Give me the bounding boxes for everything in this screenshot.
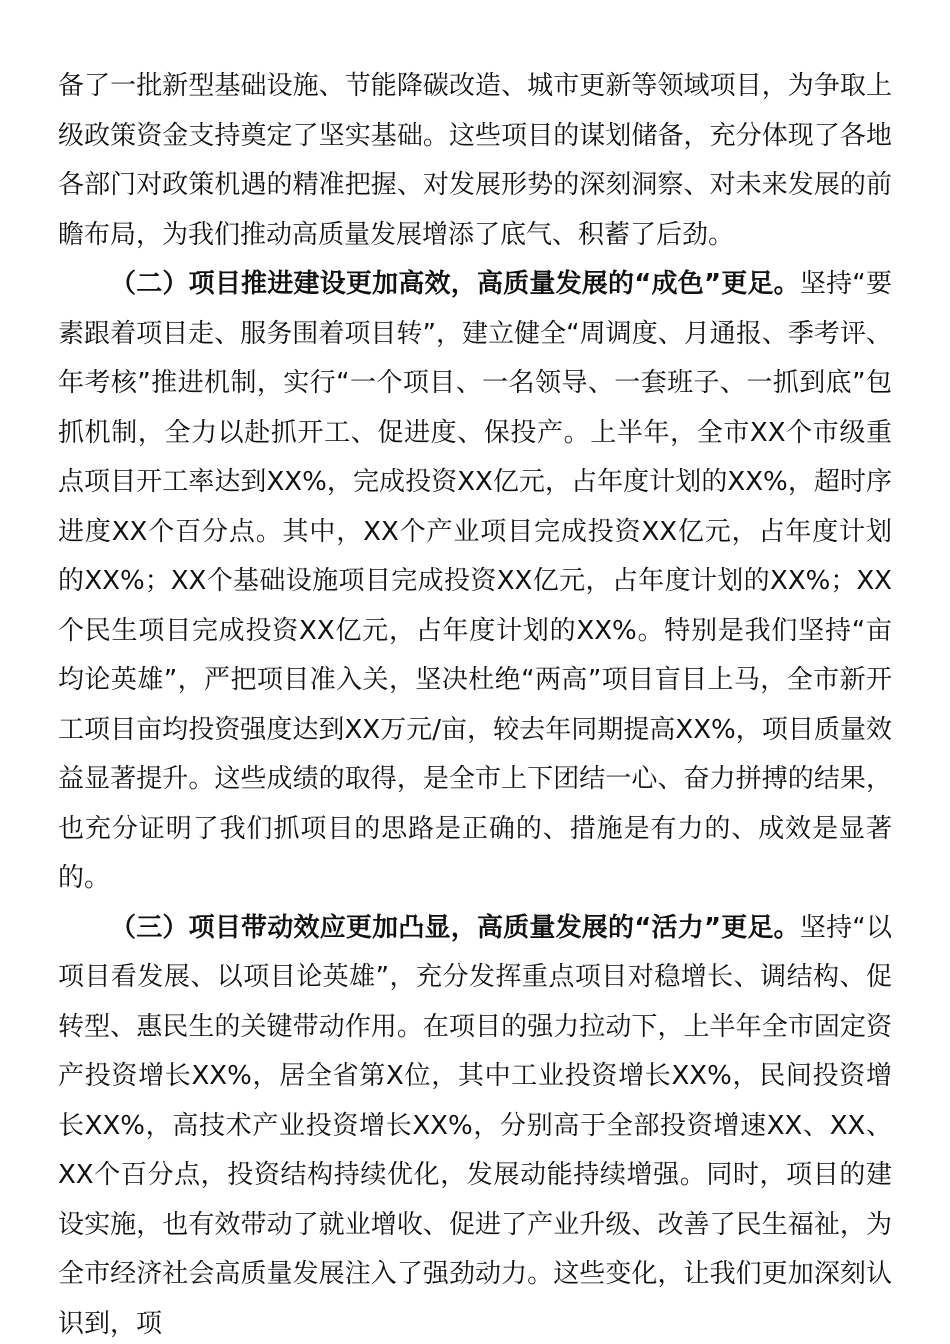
paragraph-text: 坚持“要素跟着项目走、服务围着项目转”，建立健全“周调度、月通报、季考评、年考核”推进机制，实行“一个项目、一名领导、一套班子、一抓到底”包抓机制，全力以赴抓开工、促进度、保投产。上半年，全市XX个市级重点项目开工率达到XX%，完成投资XX亿元，占年度计划的XX%，超时序进度XX个百分点。其中，XX个产业项目完成投资XX亿元，占年度计划的XX%；XX个基础设施项目完成投资XX亿元，占年度计划的XX%；XX个民生项目完成投资XX亿元，占年度计划的XX%。特别是我们坚持“亩均论英雄”，严把项目准入关，坚决杜绝“两高”项目盲目上马，全市新开工项目亩均投资强度达到XX万元/亩，较去年同期提高XX%，项目质量效益显著提升。这些成绩的取得，是全市上下团结一心、奋力拼搏的结果，也充分证明了我们抓项目的思路是正确的、措施是有力的、成效是显著的。: [58, 269, 892, 893]
paragraph-section-two: [58, 260, 892, 904]
paragraph-section-three: [58, 904, 892, 1344]
paragraph-text: 备了一批新型基础设施、节能降碳改造、城市更新等领域项目，为争取上级政策资金支持奠定了坚实基础。这些项目的谋划储备，充分体现了各地各部门对政策机遇的精准把握、对发展形势的深刻洞察、对未来发展的前瞻布局，为我们推动高质量发展增添了底气、积蓄了后劲。: [58, 71, 892, 250]
section-heading: （二）项目推进建设更加高效，高质量发展的“成色”更足。: [110, 269, 800, 299]
paragraph-text: 坚持“以项目看发展、以项目论英雄”，充分发挥重点项目对稳增长、调结构、促转型、惠民生的关键带动作用。在项目的强力拉动下，上半年全市固定资产投资增长XX%，居全省第X位，其中工业投资增长XX%，民间投资增长XX%，高技术产业投资增长XX%，分别高于全部投资增速XX、XX、XX个百分点，投资结构持续优化，发展动能持续增强。同时，项目的建设实施，也有效带动了就业增收、促进了产业升级、改善了民生福祉，为全市经济社会高质量发展注入了强劲动力。这些变化，让我们更加深刻认识到，项: [58, 912, 892, 1339]
document-body: [58, 62, 892, 1344]
section-heading: （三）项目带动效应更加凸显，高质量发展的“活力”更足。: [110, 912, 800, 943]
paragraph-continuation: [58, 62, 892, 260]
